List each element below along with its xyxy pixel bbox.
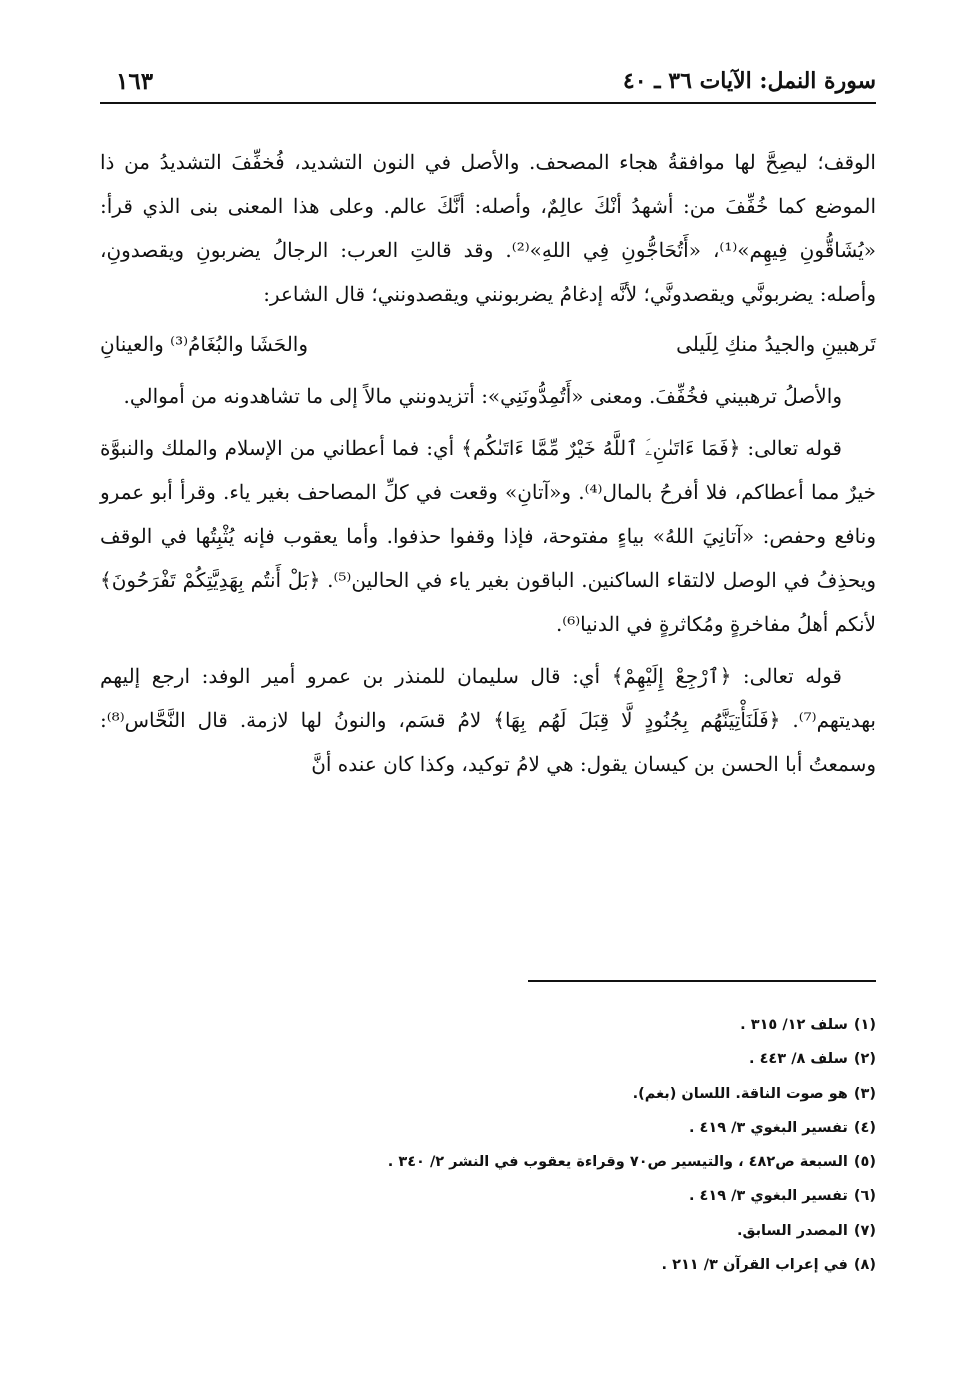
paragraph-4: قوله تعالى: ﴿ٱرْجِعْ إِلَيْهِمْ﴾ أي: قال سليمان للمنذر بن عمرو أمير الوفد: ارجع إليهم بهديتهم⁽⁷⁾. ﴿فَلَنَأْتِيَنَّهُم بِجُنُودٍ لَّا قِبَلَ لَهُم بِهَا﴾ لامُ قسَم، والنونُ لها لازمة. قال النَّحَّاس⁽⁸⁾: وسمعتُ أبا الحسن بن كيسان يقول: هي لامُ توكيد، وكذا كان عنده أنَّ — [100, 664, 876, 776]
header-divider — [100, 102, 876, 104]
page-header — [100, 64, 876, 100]
footnote-number: (٨) — [853, 1257, 876, 1274]
footnote-text: سلف ١٢/ ٣١٥ . — [740, 1017, 848, 1033]
footnote-text: المصدر السابق. — [737, 1222, 848, 1239]
footnote-item — [176, 1042, 876, 1076]
paragraph-1: الوقف؛ ليصِحَّ لها موافقةُ هجاء المصحف. والأصل في النون التشديد، فُخفِّفَ التشديدُ من ذا الموضع كما خُفِّفَ من: أشهدُ أنْكَ عالِمٌ، وأصله: أنَّكَ عالم. وعلى هذا المعنى بنى الذي قرأ: «يُشَاقُّونِ فِيهِم»⁽¹⁾، «أَتُحَاجُّونِ فِي اللهِ»⁽²⁾. وقد قالتِ العرب: الرجالُ يضربونِ ويقصدونِ، وأصله: يضربونَّي ويقصدونَّي؛ لأنَّه إدغامُ يضربونني ويقصدونني؛ قال الشاعر: — [100, 150, 877, 306]
footnote-item — [176, 1145, 876, 1179]
verse-first-hemistich: تَرهبينِ والجيدُ منكِ لِلَيلى — [676, 332, 876, 356]
footnote-text: هو صوت الناقة. اللسان (بغم). — [632, 1085, 848, 1102]
footnote-number: (٧) — [853, 1222, 876, 1239]
footnote-text: السبعة ص٤٨٢ ، والتيسير ص٧٠ وقراءة يعقوب في النشر ٢/ ٣٤٠ . — [387, 1154, 848, 1171]
footnote-text: سلف ٨/ ٤٤٣ . — [749, 1051, 848, 1068]
footnote-number: (١) — [853, 1017, 876, 1033]
footnote-text: تفسير البغوي ٣/ ٤١٩ . — [688, 1119, 848, 1136]
verse-second-hemistich: والحَشَا والبُغَامُ⁽³⁾ والعينانِ — [100, 332, 309, 356]
footnote-text: في إعراب القرآن ٣/ ٢١١ . — [661, 1257, 848, 1274]
footnote-number: (٤) — [853, 1119, 876, 1136]
footnote-number: (٢) — [853, 1051, 876, 1068]
footnote-item — [176, 1248, 876, 1282]
paragraph-2: والأصلُ ترهبيني فخُفِّفَ. ومعنى «أَتُمِدُّونَنِي»: أتزيدونني مالاً إلى ما تشاهدونه من أموالي. — [123, 384, 842, 408]
footnote-item — [176, 1008, 876, 1042]
footnote-text: تفسير البغوي ٣/ ٤١٩ . — [688, 1188, 848, 1205]
footnote-number: (٦) — [853, 1188, 876, 1205]
footnote-divider — [528, 980, 876, 982]
footnotes — [176, 1008, 876, 1282]
paragraph-3: قوله تعالى: ﴿فَمَا ءَاتَىٰنِۦَ ٱللَّهُ خَيْرٌ مِّمَّا ءَاتَىٰكُم﴾ أي: فما أعطاني من الإسلام والملك والنبوَّة خيرٌ مما أعطاكم، فلا أفرحُ بالمال⁽⁴⁾. و«آتانِ» وقعت في كلِّ المصاحف بغير ياء. وقرأ أبو عمرو ونافع وحفص: «آتانِيَ اللهُ» بياءٍ مفتوحة، فإذا وقفوا حذفوا. وأما يعقوب فإنه يُثْبِتُها في الوقف ويحذِفُ في الوصل لالتقاء الساكنين. الباقون بغير ياء في الحالين⁽⁵⁾. ﴿بَلْ أَنتُم بِهَدِيَّتِكُمْ تَفْرَحُونَ﴾ لأنكم أهلُ مفاخرةٍ ومُكاثرةٍ في الدنيا⁽⁶⁾. — [100, 436, 876, 636]
footnote-item — [176, 1077, 876, 1111]
footnote-number: (٣) — [853, 1085, 876, 1102]
page-number: ١٦٣ — [116, 68, 154, 95]
poetry-verse — [100, 322, 876, 366]
footnote-number: (٥) — [853, 1154, 876, 1171]
main-text — [100, 140, 876, 786]
footnote-item — [176, 1214, 876, 1248]
running-title: سورة النمل: الآيات ٣٦ ـ ٤٠ — [622, 68, 876, 94]
footnote-item — [176, 1179, 876, 1213]
footnote-item — [176, 1111, 876, 1145]
